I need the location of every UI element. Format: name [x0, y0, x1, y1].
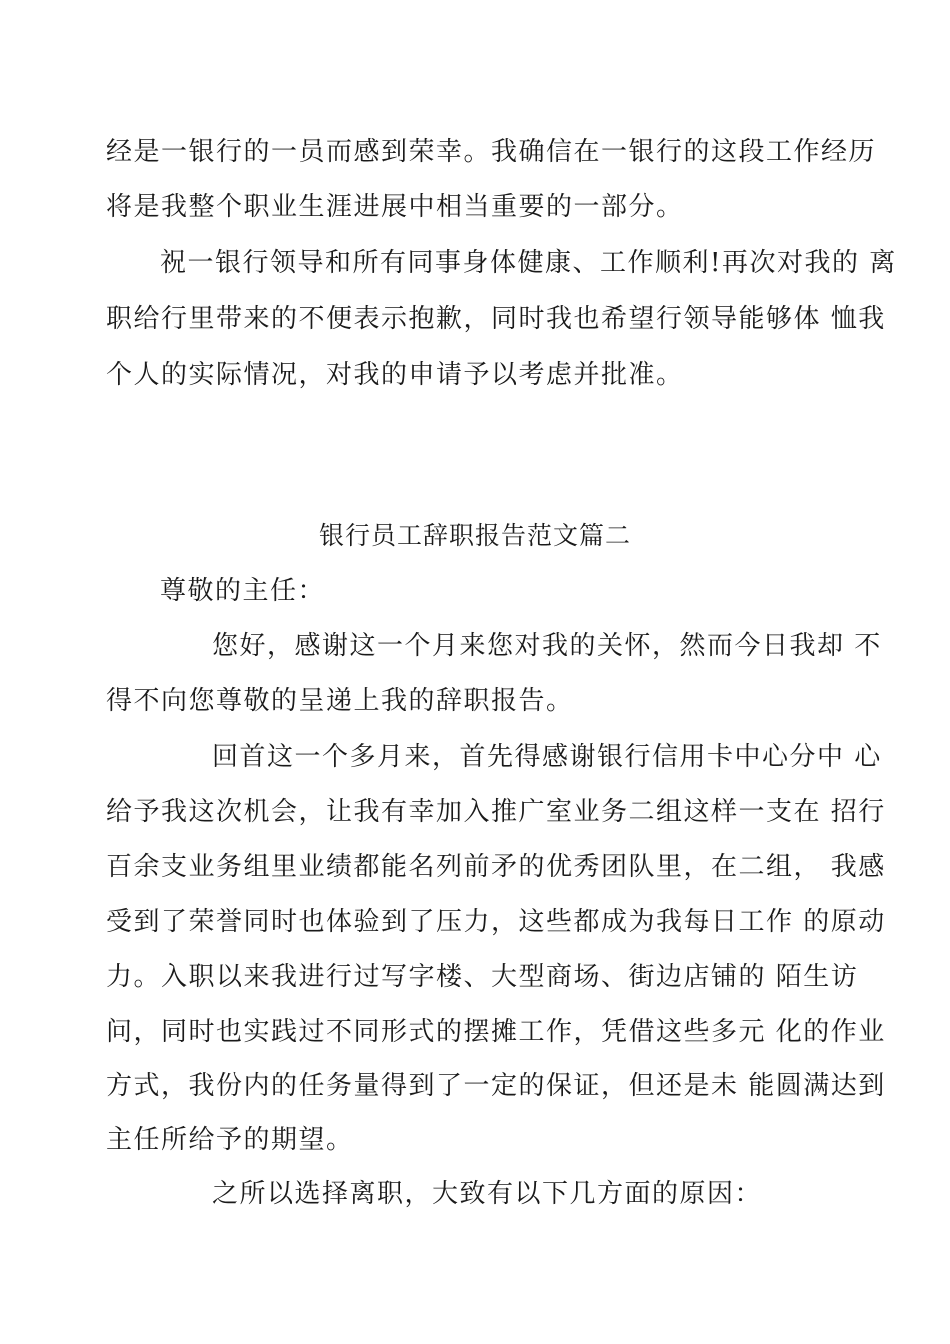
paragraph-3-line-2: 得不向您尊敬的呈递上我的辞职报告。: [106, 686, 574, 716]
paragraph-2-line-1: 祝一银行领导和所有同事身体健康、工作顺利!再次对我的 离: [160, 248, 897, 278]
paragraph-3-line-1: 您好，感谢这一个月来您对我的关怀，然而今日我却 不: [212, 631, 882, 661]
salutation: 尊敬的主任：: [160, 576, 326, 606]
paragraph-1-line-1: 经是一银行的一员而感到荣幸。我确信在一银行的这段工作经历: [106, 137, 877, 167]
paragraph-4-line-6: 问，同时也实践过不同形式的摆摊工作，凭借这些多元 化的作业: [106, 1017, 886, 1047]
paragraph-4-line-1: 回首这一个多月来，首先得感谢银行信用卡中心分中 心: [212, 742, 882, 772]
paragraph-2-line-3: 个人的实际情况，对我的申请予以考虑并批准。: [106, 360, 684, 390]
paragraph-4-line-8: 主任所给予的期望。: [106, 1125, 354, 1155]
paragraph-4-line-2: 给予我这次机会，让我有幸加入推广室业务二组这样一支在 招行: [106, 797, 886, 827]
paragraph-4-line-5: 力。入职以来我进行过写字楼、大型商场、街边店铺的 陌生访: [106, 962, 859, 992]
paragraph-4-line-4: 受到了荣誉同时也体验到了压力，这些都成为我每日工作 的原动: [106, 907, 886, 937]
section-title: 银行员工辞职报告范文篇二: [318, 521, 631, 550]
paragraph-4-line-3: 百余支业务组里业绩都能名列前矛的优秀团队里，在二组， 我感: [106, 852, 886, 882]
paragraph-4-line-7: 方式，我份内的任务量得到了一定的保证，但还是未 能圆满达到: [106, 1071, 886, 1101]
paragraph-5-line-1: 之所以选择离职，大致有以下几方面的原因：: [212, 1179, 763, 1209]
paragraph-1-line-2: 将是我整个职业生涯进展中相当重要的一部分。: [106, 192, 684, 222]
paragraph-2-line-2: 职给行里带来的不便表示抱歉，同时我也希望行领导能够体 恤我: [106, 304, 886, 334]
